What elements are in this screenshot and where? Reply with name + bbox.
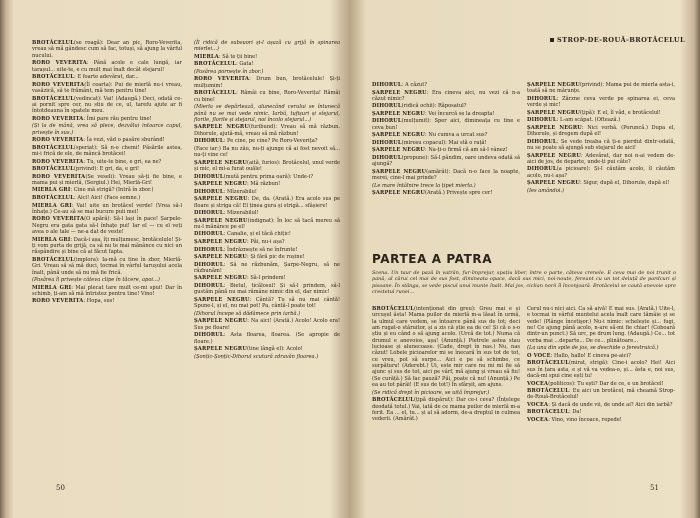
speaker-name: ȘARPELE NEGRU [194,159,248,166]
dialogue-text: : Gata! [235,61,254,68]
speaker-name: BROTĂCELUL [194,90,236,97]
speaker-name: DIHORUL [372,118,402,125]
dialogue-line [32,174,182,187]
speaker-name: ȘARPELE NEGRU [194,275,247,282]
speaker-name: DIHORUL [194,138,224,145]
dialogue-text: (se roagă): Dear an pic, Roro-Veverita, vreau să mă gândesc cum să fac, totuși, să ajung la vârful nucului. [32,40,182,59]
dialogue-line [32,298,182,304]
speaker-name: DIHORUL [194,332,224,339]
speaker-name: ȘARPELE NEGRU [194,254,247,261]
dialogue-line [32,40,182,59]
speaker-name: DIHORUL [372,103,402,110]
speaker-name: VOCEA [527,417,549,423]
right-page-number: 51 [650,484,659,492]
running-head-text: STROP-DE-ROUĂ-BROTĂCELUL [557,36,686,44]
dialogue-line [194,275,340,281]
speaker-name: ȘARPELE NEGRU [527,180,580,187]
dialogue-text: (speriat): Să n-o chemi! Păsările astea, mi-i frică de ele, de mâncă brotăcei! [32,144,182,157]
speaker-name: ȘARPELE NEGRU [194,181,247,188]
speaker-name: ȘARPELE NEGRU [527,152,582,159]
dialogue-text: (propune): Să-l pândim, oare undeva odată să ajungă? [372,154,520,168]
speaker-name: MIERLA GRI [32,284,72,291]
dialogue-text: : Să ne răzbunăm, Șarpe-Negru, să ne răzbunăm! [194,261,340,274]
dialogue-text: (țipă): E el, îl văd, e brotăcelul! [579,109,661,116]
dialogue-text: : E foarte adevărat, dar... [73,74,139,81]
speaker-name: DIHORUL [194,173,224,180]
speaker-name: BROTĂCELUL [527,409,569,416]
dialogue-line [527,306,675,344]
speaker-name: ȘARPELE NEGRU [372,110,425,117]
dialogue-text: (țipă dispărut): Dar ce-i ceva? (Înțelege deodată totul.) Vai, iată de ce mama puilor de mierlă m-a ferit. Ea ... el, tu... și al să adorm, de-a dreptul in culmea vederii. (Amărât.) [372,397,520,423]
stage-direction: (La una din spile de jos, se deschide o ferestruică.) [527,345,659,352]
dialogue-text: (tine lângă el): Acolo! [246,346,303,353]
speaker-name: MIERLA GRI [32,202,72,209]
speaker-name: RORO VEVERITA [32,158,84,165]
dialogue-text: (Face iar:) Ba nu zău, nu-ți ajunge că ai fost nevoit să... nu-ți vine ce! [194,145,340,159]
dialogue-line [527,96,675,109]
dialogue-text: : Drum bun, brotăcelule! Și-ți mulțumim! [194,76,340,89]
dialogue-text: : Nici vorbă. (Poruncă.) Dupa el, Dihorule, și dregem după el! [527,124,675,138]
scene-description: Scena. Un taur de pază în vatrăn, fur-împrejur, spațiu liber, între o parte, câteva crenele. E ceva mai de noi trunit o pană, al cărui cel mai de sus fost, dimineata opace, dacă sus mici, noi-noute, fereunt cu un tot deluță de pardcuri și pisoane. În stânga, se vede piscul unui munte înalt. Mai jos, ciclian norii îl înconjoară. Brotăcelul se caută anevoie spre crestetul runei... [372,270,676,295]
speaker-name: DIHORUL [372,139,402,146]
speaker-name: RORO VEVERITA [32,81,85,88]
speaker-name: ȘARPELE NEGRU [372,89,427,96]
dialogue-text: (privind): Mama pui de mierla asta-i, toată să ne mărunțe. [527,82,675,95]
dialogue-text: (implora): Ia-mă cu tine în zbor, Mierlă-Gri. Vreau să să mă duci, tocmai în vârful tarușului acela înalt, până unde să nu mă fie frică. [32,256,182,276]
dialogue-text: (Arată.) Privește spre cer! [424,190,493,197]
speaker-name: BROTĂCELUL [527,388,569,395]
dialogue-line [194,262,340,275]
left-column-1 [32,40,182,306]
dialogue-text: : Sigur, după el, Dihorule, după el! [579,180,670,187]
dialogue-line [194,254,340,260]
dialogue-text: (ridică ochii): Răposatul? [401,103,467,110]
dialogue-text: : Mai plecat tare mult ce-mi spui! Dar în schimb, ți-am să mă întristez pentru tine! Vino! [32,284,182,297]
dialogue-text: : De, da. (Arată.) Era acolo sus pe floare și striga că! El ținea gura și strigă... sfâșiere! [194,196,340,209]
speaker-name: RORO VEVERITA [194,76,250,83]
dialogue-text: : Pe cine, pe cine? Pe Roro-Veverița? [223,138,318,145]
dialogue-line [527,360,675,379]
dialogue-line [527,153,675,166]
speaker-name: BROTĂCELUL [32,74,74,81]
stage-direction: (Șonțic-Șonțic-Dihorul scutură zdravăn floarea.) [194,353,319,360]
speaker-name: VOCEA [527,380,549,387]
dialogue-line [527,166,675,179]
right-column-2 [527,82,675,195]
dialogue-line [372,103,520,109]
dialogue-line [32,216,182,235]
left-page-number: 50 [56,484,65,492]
dialogue-text: (intenționat din greu): Greu mai e și urcușul ăsta! Mama puilor de mierlă m-a lăsat în urmă, la ulmul care vedem, se întoarce până sus de tot; deci am rugat-o stăruitor, și a zis că știe ea de ce! Și că o s-o știu și eu când o să ajung acolo. (Urcă de tot.) Numa că drumul e anevoios, așa! (Anunță.) Pietrele astea stau lucioase și alunecoase. (Cade, drept în nas.) Nu, nas căzut! Lobele picioarelor mi se înecară în sus tot de tot, ce vreu, pot să surpe... Aici e pe să schimbe, ce surpăturu! (Aderebt.) Ui, este mir care nu mi mi fie să ajunc și sus de tot, aici pe vârf, mă ajung și vreau să fiu! (Se curăță.) Să fac pauză? Păi, poate că nu! (Anunță.) Pe ea au tot pârâi! (E sus de tot!) În sfârșit, am ajuns. [372,306,520,389]
stage-direction: (Ies amândoi.) [527,187,564,194]
dialogue-text: : Și dacă de unde vii, de unde ai? Aici din iarbă? [548,401,673,408]
speaker-name: DIHORUL [194,246,224,253]
dialogue-line [372,118,520,131]
dialogue-line [372,169,520,182]
dialogue-text: : Și fără pic de rușine! [246,254,305,261]
dialogue-text: (Îl cearta): Pui de mierlă nu-i vreau, vasăzică, să te frământ, mă tem pentru tine! [32,81,182,94]
speaker-name: BROTĂCELUL [527,360,569,367]
dialogue-text: (O apără): Să-l lași în pace! Șarpele-Negru era gata gata să-l înhațe pui! Iar el — cu el veți avea o ale tale — ne-a dat de veste! [32,216,182,236]
dialogue-line [372,155,520,168]
dialogue-line [527,110,675,116]
act-title: PARTEA A PATRA [372,252,493,266]
dialogue-text: : Vai! uite un brotăcel verde! (Vrea să-l înhațe.) Ce-au să se mai bucure puii mei! [32,202,182,215]
dialogue-text: : Până acole e cale lungă, iar tarașul... uite-te, e cu mult mai înalt decât stejarul! [32,60,182,73]
dialogue-line [372,147,520,153]
speaker-name: DIHORUL [194,210,224,217]
dialogue-line [527,125,675,138]
dialogue-line [194,160,340,173]
right-lower-column-2 [527,306,675,425]
dialogue-line [32,237,182,256]
dialogue-text: : Tu, uite-te bine, e gri, ea ne? [83,158,162,165]
speaker-name: DIHORUL [372,82,402,88]
speaker-name: RORO VEVERITA [32,173,86,180]
dialogue-text: : Vei încurcă se la dreapta! [424,110,495,117]
speaker-name: DIHORUL [194,283,224,289]
stage-direction: (Și la de mână, vrea să plece, dezvălui intoarce capul, privește în sus.) [32,123,182,136]
dialogue-text: : Nu cumva a urcat sus? [424,132,488,139]
dialogue-text: : Dacă-i așa, îți mulțumesc, brotăcelule! Și-ți vom purta de grijă, ca să nu te mai mănânce cu nici un răspândire și bine că ai făcut fapta. [32,236,182,256]
dialogue-text: : Mă răzbun! [246,181,281,188]
dialogue-text: : L-am scăpat. (Oftează.) [556,117,621,124]
right-column-1 [372,82,520,198]
dialogue-line [194,318,340,331]
running-head [550,36,685,44]
dialogue-line [527,139,675,152]
dialogue-line [194,247,340,253]
speaker-name: ȘARPELE NEGRU [527,124,582,131]
dialogue-line [194,124,340,137]
dialogue-line [32,195,182,201]
dialogue-text: : Se vede treaba că ți-e pierdut dintr-odată, nu se poate să ajungă sub stejarul de aici! [527,138,675,152]
dialogue-text: : Da! [568,409,582,416]
speaker-name: BROTĂCELUL [372,397,414,404]
dialogue-text: (furibund): Vreau să mă răzbun. Dihorule, ajută-mă, vreau să mă răzbun! [194,124,340,137]
left-column-2 [194,40,340,361]
dialogue-line [372,306,520,388]
dialogue-text: : Era cineva aici, nu vezi că n-a căzut nimic? [372,89,520,102]
dialogue-line [194,297,340,310]
dialogue-text: : Cine mă strigă? (Intră în zbor.) [70,187,154,194]
dialogue-text: (mulțumit): Sper aici, dimineața cu tine e ceva bun! [372,118,520,131]
speaker-name: DIHORUL [194,188,224,195]
speaker-name: ȘARPELE NEGRU [194,196,248,203]
speaker-name: O VOCE [527,352,551,359]
stage-direction: (Mierla se depărtează, alunecând cerului se întunecă până nu se mai vede nimic. Iarbă, tufișuri și stejarul, florile, florile și stejarul, noi încolo stejarul...) [194,104,340,123]
dialogue-line [527,417,675,423]
speaker-name: MIERLA GRI [32,187,71,194]
dialogue-text: (amărât): Dacă n-o face la noapte, merei, cine-l mai prinde? [372,168,520,182]
dialogue-line [32,116,182,122]
speaker-name: BROTĂCELUL [372,306,414,312]
dialogue-line [194,218,340,231]
dialogue-line [194,196,340,209]
speaker-name: DIHORUL [194,231,224,238]
speaker-name: DIHORUL [194,261,224,268]
dialogue-text: Cerul nu-i nici aici. Ca să aivă! E mai sus. (Arată.) Uite-l, e tocmai in vârful muntelui acela înalt care tămâie și se vede! (Plânge încetişor.) Nu-i nimic: schelește și... fugi, ne! Ce ajung până acolo, n-are să-mi fie chiar! (Coboară dintr-un punct.) Să urc, pe drum lung. (Adaugă.) Ce... tot vorba mai ...departe... De ce... plinătoare... [527,306,675,344]
dialogue-text: (aită, furios): Brotăcelul, unul verde și mic, el mi-a furat ouăle! [194,159,341,173]
dialogue-line [527,180,675,186]
dialogue-line [32,257,182,276]
speaker-name: BROTĂCELUL [32,195,74,201]
dialogue-text: : Zărzne ceva verde pe spinarea ei, ceva verde și mic! [527,95,675,109]
dialogue-text: : Hallo, hallo! E cineva pe-aici? [550,352,631,359]
speaker-name: BROTĂCELUL [32,144,74,151]
speaker-name: ȘARPELE NEGRU [372,168,427,175]
stage-direction: (Îl ridică de subsuori și-l așază cu grijă în spinarea mierlei...) [194,40,340,53]
dialogue-text: : Cântă? Tu să nu mai cântă! Spune-l, și el, nu mai pot! Pa, cântă-l poate tot! [194,296,341,310]
speaker-name: ȘARPELE NEGRU [372,190,425,197]
speaker-name: BROTĂCELUL [32,40,74,46]
right-page [364,0,686,518]
dialogue-text: (a picioare): Și-l căutăm acolo, îl căutăm acolo, nu-i așa? [527,166,675,179]
dialogue-line [194,189,340,195]
dialogue-text: : Na aici! (Arată.) Acolo! Acolo era! Sus pe floare! [194,318,340,331]
dialogue-text: : Na-ți-o firmă că am să-l vânez! [424,147,508,154]
stage-direction: (Pasărea pornește în zbor.) [194,68,264,75]
dialogue-line [372,397,520,422]
dialogue-line [527,409,675,415]
dialogue-line [32,74,182,80]
dialogue-text: : Aici! Aici! (Face semne.) [73,195,141,201]
dialogue-text: : Mizerabilul! [223,210,259,217]
speaker-name: DIHORUL [527,138,557,145]
speaker-name: RORO VEVERITA [32,60,87,67]
dialogue-line [194,174,340,180]
speaker-name: ȘARPELE NEGRU [372,147,425,154]
dialogue-line [194,76,340,89]
dialogue-line [194,332,340,345]
dialogue-text: (Se veseli): Vreau să-ți fie bine, e mama pui și mierlă, (Sergiul.) Hei, Mierlă-Gri! [32,173,182,186]
dialogue-line [527,117,675,123]
dialogue-line [194,54,340,60]
stage-direction: (Se ridică drept în picioare, se uită împrejur.) [372,389,490,396]
dialogue-text: : A căzut? [401,82,427,88]
dialogue-line [194,61,340,67]
dialogue-line [32,187,182,193]
dialogue-text: (vedincat): Vai! (Adaugă.) Deci, odată ce-ai pornit spre cer, nu stiu de ce, ul, tarefu ajute ar fi întotdeauna în spatele meu. [32,95,182,115]
speaker-name: ȘARPELE NEGRU [194,217,248,224]
speaker-name: VOCEA [527,401,549,408]
speaker-name: ȘARPELE NEGRU [194,346,247,353]
dialogue-text: (mută pentru prima oară): Unde-i? [223,173,314,180]
dialogue-line [194,181,340,187]
speaker-name: MIERLA [194,53,219,60]
dialogue-line [32,159,182,165]
dialogue-line [194,90,340,103]
dialogue-line [194,138,340,144]
speaker-name: ȘARPELE NEGRU [194,318,248,325]
speaker-name: DIHORUL [527,166,557,173]
speaker-name: BROTĂCELUL [32,166,74,173]
dialogue-line [372,90,520,103]
speaker-name: ȘARPELE NEGRU [527,82,580,88]
dialogue-line [32,60,182,73]
left-page [18,0,341,518]
dialogue-line [372,82,520,88]
speaker-name: BROTĂCELUL [32,256,74,263]
dialogue-text: : Eu aici un brotăcel, mă cheamă Strop-de-Rouă-Brotăcelul! [527,388,675,401]
dialogue-line [527,381,675,387]
speaker-name: ȘARPELE NEGRU [194,124,249,131]
bullet-icon [550,38,554,42]
right-lower-column-1 [372,306,520,424]
dialogue-text: : Vino, vino încoace, repede! [548,417,622,423]
speaker-name: DIHORUL [527,117,557,124]
speaker-name: MIERLA GRI [32,236,71,243]
dialogue-line [194,210,340,216]
dialogue-text: : Să te ții bine! [218,53,258,60]
dialogue-line [194,146,340,159]
dialogue-line [194,231,340,237]
dialogue-text: : Hopa, sus! [83,298,115,305]
dialogue-line [32,166,182,172]
dialogue-text: : Îa vezi, văd o pasăre sburând! [83,137,165,144]
speaker-name: ȘARPELE NEGRU [372,132,425,139]
stage-direction: (Le mare întâlnire trece la țipet mierla.) [372,182,476,189]
dialogue-text: : Să-l prindem! [246,275,286,282]
dialogue-text: : Asta floarea, floarea. (Se apropie de floare.) [194,332,340,345]
dialogue-line [527,402,675,408]
speaker-name: RORO VEVERITA [32,298,84,305]
dialogue-text: (mirat, strigă): Cine-i acolo? Hei! Aici sus în țara asta, e și vă va vedea-o, și... ăsta e, noi sus, dacă-mi spui cine ești tu! [527,360,675,379]
dialogue-text: : Îmi pare rău pentru tine! [83,115,152,122]
speaker-name: ȘARPELE NEGRU [194,239,247,245]
dialogue-text: : Adevărat, dar noi n-ai vedem de-aici de jos, de departe, unde-ți pui câte? [527,152,675,165]
dialogue-line [194,283,340,296]
dialogue-text: : Păi, nu-i așa? [246,239,285,245]
dialogue-line [527,82,675,95]
dialogue-text: : Rămâi cu bine, Roro-Veverița! Rămâi cu bine! [194,90,340,103]
speaker-name: BROTĂCELUL [194,61,236,68]
dialogue-line [32,285,182,298]
dialogue-line [194,239,340,245]
stage-direction: (Pasărea îl privește câteva clipe în tăcere, apoi...) [32,277,160,284]
speaker-name: RORO VEVERITA [32,115,84,122]
speaker-name: BROTĂCELUL [32,95,74,102]
dialogue-line [372,190,520,196]
speaker-name: ȘARPELE NEGRU [194,296,250,303]
dialogue-line [372,111,520,117]
dialogue-line [32,137,182,143]
speaker-name: DIHORUL [527,95,557,102]
dialogue-text: (privind): E gri, da, e gri! [73,166,140,173]
dialogue-line [527,388,675,401]
dialogue-text: : Bietul, ticălosul! Și să-l prindem, să-l gustăm până nu mai rămâne nimic din el, dar nimic! [194,283,340,296]
dialogue-line [32,82,182,95]
dialogue-line [32,96,182,115]
dialogue-text: (politicos): Tu ești? Dar de ce, e un brotăcel! [548,380,664,387]
stage-direction: (Dihorul începe să dădămece prin iarbă.) [194,310,301,317]
dialogue-text: : Mîzerabilu! [223,188,257,195]
dialogue-line [32,145,182,158]
speaker-name: ȘARPELE NEGRU [527,109,580,116]
speaker-name: RORO VEVERITA [32,137,84,144]
speaker-name: RORO VEVERITA [32,216,85,223]
dialogue-line [527,353,675,359]
speaker-name: DIHORUL [372,154,402,161]
dialogue-text: (indignat): În loc să tacă mereu să nu-l mănânce pe el! [194,217,340,230]
dialogue-text: (mirosu copacul): Mai stă o rață! [401,139,487,146]
dialogue-line [372,132,520,138]
dialogue-line [194,346,340,352]
dialogue-line [32,203,182,216]
dialogue-text: : Îndrăznește să ne înfrunte! [223,246,298,253]
dialogue-text: : Canalie, și el tăcă chițic! [223,231,291,238]
dialogue-line [372,140,520,146]
